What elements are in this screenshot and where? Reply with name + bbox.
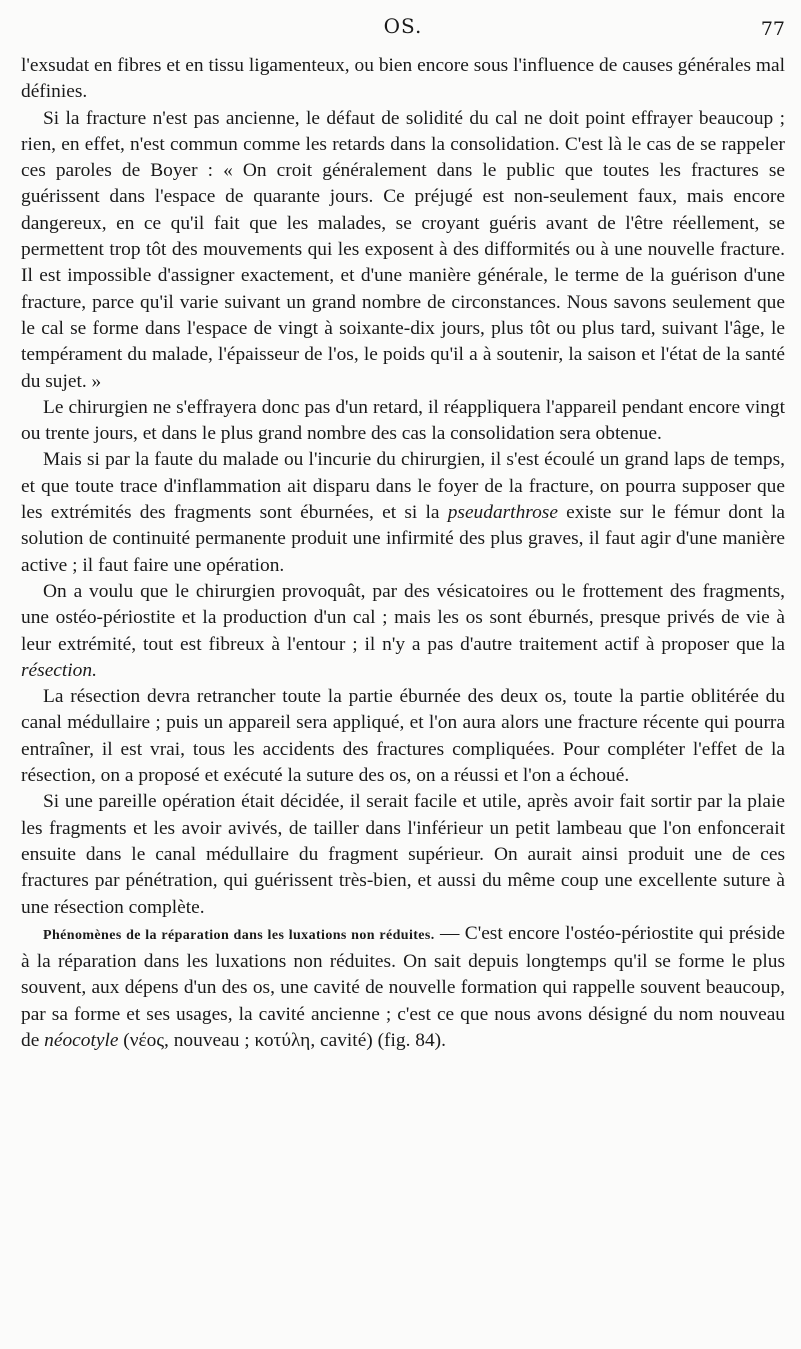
paragraph-4-text-a: Mais si par la faute du malade ou l'incurie du chirurgien, il s'est écoulé un grand laps de temps, et que toute trace d'inflammation ait disparu dans le foyer de la fracture, on pourra supposer que les extrémités des fragments sont éburnées, et si la <box>21 449 785 524</box>
paragraph-5-text-a: On a voulu que le chirurgien provoquât, par des vésicatoires ou le frottement des fragments, une ostéo-périostite et la production d'un cal ; mais les os sont éburnés, presque privés de vie à leur extrémité, tout est fibreux à l'entour ; il n'y a pas d'autre traitement actif à proposer que la <box>21 580 785 655</box>
paragraph-3: Le chirurgien ne s'effrayera donc pas d'un retard, il réappliquera l'appareil pendant encore vingt ou trente jours, et dans le plus grand nombre des cas la consolidation sera obtenue. <box>21 396 785 445</box>
paragraph-1: l'exsudat en fibres et en tissu ligamenteux, ou bien encore sous l'influence de causes générales mal définies. <box>21 55 785 103</box>
page-number: 77 <box>760 18 785 40</box>
paragraph-8 <box>21 921 785 1054</box>
paragraph-2: Si la fracture n'est pas ancienne, le défaut de solidité du cal ne doit point effrayer beaucoup ; rien, en effet, n'est commun comme les retards dans la consolidation. C'est là le cas de se rappeler ces paroles de Boyer : « On croit généralement dans le public que toutes les fractures se guérissent dans l'espace de quarante jours. Ce préjugé est non-seulement faux, mais encore dangereux, en ce qu'il fait que les malades, se croyant guéris avant de l'être réellement, se permettent trop tôt des mouvements qui les exposent à des difformités ou à une nouvelle fracture. Il est impossible d'assigner exactement, et d'une manière générale, le terme de la guérison d'une fracture, parce qu'il varie suivant un grand nombre de circonstances. Nous savons seulement que le cal se forme dans l'espace de vingt à soixante-dix jours, plus tôt ou plus tard, suivant l'âge, le tempérament du malade, l'épaisseur de l'os, le poids qu'il a à soutenir, la saison et l'état de la santé du sujet. » <box>21 107 785 392</box>
paragraph-7: Si une pareille opération était décidée, il serait facile et utile, après avoir fait sortir par la plaie les fragments et les avoir avivés, de tailler dans l'inférieur un petit lambeau que l'on enfoncerait ensuite dans le canal médullaire du fragment supérieur. On aurait ainsi produit une de ces fractures par pénétration, qui guérissent très-bien, et aussi du même coup une excellente suture à une résection complète. <box>21 791 785 918</box>
paragraph-4 <box>21 447 785 578</box>
term-neocotyle: néocotyle <box>44 1029 119 1051</box>
paragraph-4-text-b: existe sur le fémur dont la solution de continuité permanente produit une infirmité des plus graves, il faut agir d'une manière active ; il faut faire une opération. <box>21 502 785 576</box>
section-heading: Phénomènes de la réparation dans les luxations non réduites. <box>43 927 435 943</box>
body-text <box>21 53 785 1054</box>
paragraph-6: La résection devra retrancher toute la partie éburnée des deux os, toute la partie oblitérée du canal médullaire ; puis un appareil sera appliqué, et l'on aura alors une fracture récente qui pourra entraîner, il est vrai, tous les accidents des fractures compliquées. Pour compléter l'effet de la résection, on a proposé et exécuté la suture des os, on a réussi et l'on a échoué. <box>21 686 785 787</box>
paragraph-5 <box>21 579 785 684</box>
paragraph-8-text-a: — C'est encore l'ostéo-périostite qui préside à la réparation dans les luxations non réduites. On sait depuis longtemps qu'il se forme le plus souvent, aux dépens d'un des os, une cavité de nouvelle formation qui rappelle souvent beaucoup, par sa forme et ses usages, la cavité ancienne ; c'est ce que nous avons désigné du nom nouveau de <box>21 922 786 1051</box>
paragraph-8-text-b: (νέος, nouveau ; κοτύλη, cavité) (fig. 84). <box>118 1029 446 1051</box>
page-header <box>21 14 785 44</box>
running-head: OS. <box>383 14 423 38</box>
term-resection: résection. <box>21 659 97 681</box>
term-pseudarthrose: pseudarthrose <box>447 502 558 524</box>
